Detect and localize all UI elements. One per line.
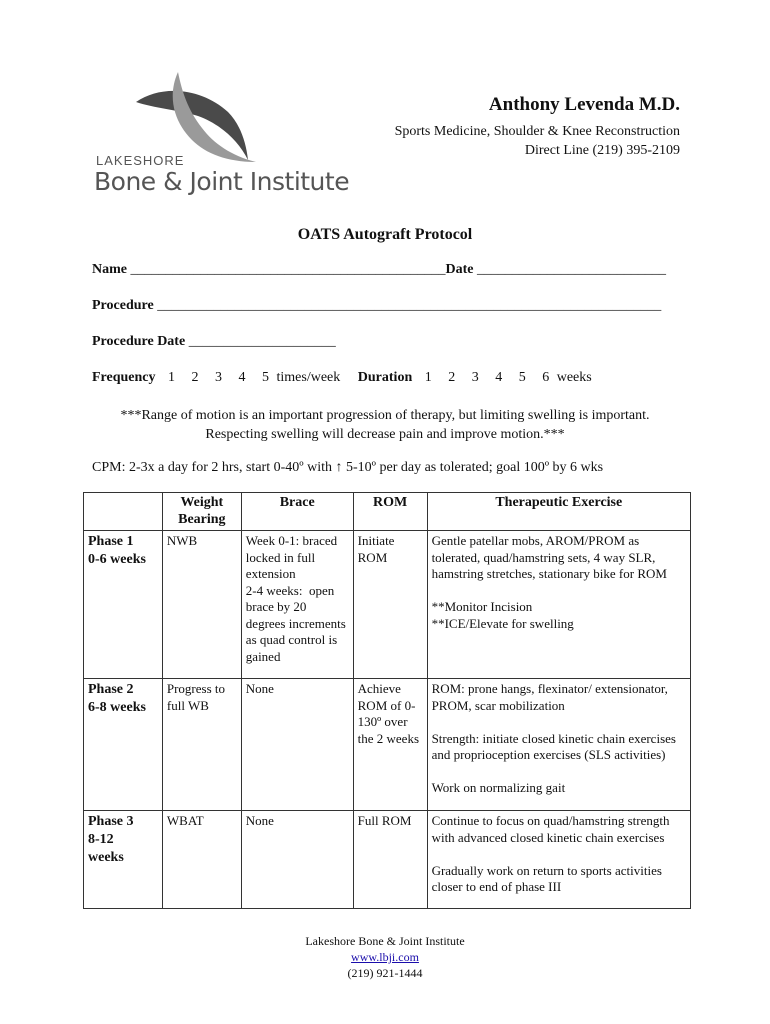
procedure-date-row — [92, 334, 336, 350]
procedure-date-field[interactable]: _____________________ — [188, 334, 336, 349]
procedure-label: Procedure — [92, 298, 154, 313]
footer-phone: (219) 921-1444 — [347, 966, 423, 980]
direct-line: Direct Line (219) 395-2109 — [524, 143, 680, 158]
exercise-cell — [427, 811, 690, 909]
phase-cell — [84, 531, 163, 679]
brace-cell — [241, 531, 353, 679]
exercise-text: Gentle patellar mobs, AROM/PROM as tolerated, quad/hamstring sets, 4 way SLR, hamstring stretches, stationary bike for ROM **Monitor Incision **ICE/Elevate for swelling — [431, 533, 667, 631]
footer-org: Lakeshore Bone & Joint Institute — [305, 934, 465, 948]
swelling-note — [0, 406, 770, 444]
phase-label: Phase 3 8-12 weeks — [88, 814, 134, 865]
rom-cell — [353, 811, 427, 909]
brace-text: Week 0-1: braced locked in full extension 2-4 weeks: open brace by 20 degrees increments as quad control is gained — [245, 533, 346, 664]
doctor-header — [395, 94, 680, 160]
frequency-option[interactable]: 2 — [191, 370, 199, 385]
procedure-field[interactable]: ________________________________________________________________________ — [157, 298, 662, 313]
exercise-cell — [427, 531, 690, 679]
frequency-option[interactable]: 1 — [168, 370, 176, 385]
phase-cell — [84, 811, 163, 909]
table-row — [84, 811, 691, 909]
institute-logo — [92, 70, 372, 200]
rom-text: Achieve ROM of 0-130º over the 2 weeks — [357, 681, 420, 746]
procedure-date-label: Procedure Date — [92, 334, 186, 349]
duration-option[interactable]: 5 — [518, 370, 526, 385]
brace-text: None — [245, 813, 274, 828]
rom-cell — [353, 679, 427, 811]
logo-big-text: Bone & Joint Institute — [94, 167, 350, 196]
date-field[interactable]: ___________________________ — [477, 262, 666, 277]
cpm-instructions: CPM: 2-3x a day for 2 hrs, start 0-40º with ↑ 5-10º per day as tolerated; goal 100º by 6 wks — [92, 460, 604, 475]
column-header-rom: ROM — [353, 493, 427, 531]
phase-label: Phase 2 6-8 weeks — [88, 682, 146, 715]
duration-unit: weeks — [556, 370, 592, 385]
weight-bearing-cell — [162, 531, 241, 679]
date-label: Date — [445, 262, 474, 277]
brace-cell — [241, 679, 353, 811]
footer-website-link[interactable]: www.lbji.com — [351, 950, 419, 964]
weight-bearing-cell — [162, 811, 241, 909]
note-line-1: ***Range of motion is an important progression of therapy, but limiting swelling is important. — [120, 408, 650, 423]
name-date-row — [92, 262, 666, 278]
duration-option[interactable]: 1 — [424, 370, 432, 385]
weight-bearing-text: WBAT — [166, 813, 204, 828]
column-header — [84, 493, 163, 531]
frequency-option[interactable]: 3 — [215, 370, 223, 385]
exercise-cell — [427, 679, 690, 811]
frequency-option[interactable]: 4 — [238, 370, 246, 385]
frequency-row — [92, 370, 592, 386]
page-footer — [0, 933, 770, 981]
phase-label: Phase 1 0-6 weeks — [88, 534, 146, 567]
name-field[interactable]: _____________________________________________ — [130, 262, 446, 277]
table-row — [84, 531, 691, 679]
duration-label: Duration — [357, 370, 413, 385]
frequency-unit: times/week — [276, 370, 341, 385]
duration-option[interactable]: 4 — [495, 370, 503, 385]
note-line-2: Respecting swelling will decrease pain and improve motion.*** — [205, 427, 565, 442]
duration-option[interactable]: 3 — [471, 370, 479, 385]
duration-option[interactable]: 2 — [448, 370, 456, 385]
column-header-brace: Brace — [241, 493, 353, 531]
duration-option[interactable]: 6 — [542, 370, 550, 385]
rom-text: Full ROM — [357, 813, 412, 828]
logo-small-text: LAKESHORE — [96, 153, 185, 168]
doctor-name: Anthony Levenda M.D. — [488, 94, 680, 115]
swoosh-logo-icon — [132, 70, 282, 165]
rom-cell — [353, 531, 427, 679]
exercise-text: Continue to focus on quad/hamstring strength with advanced closed kinetic chain exercises Gradually work on return to sports activities closer to end of phase III — [431, 813, 670, 894]
exercise-text: ROM: prone hangs, flexinator/ extensionator, PROM, scar mobilization Strength: initiate closed kinetic chain exercises and proprioception exercises (SLS activities) Work on normalizing gait — [431, 681, 676, 795]
doctor-specialty: Sports Medicine, Shoulder & Knee Reconstruction — [394, 124, 680, 139]
brace-text: None — [245, 681, 274, 696]
table-row — [84, 679, 691, 811]
name-label: Name — [92, 262, 127, 277]
procedure-row — [92, 298, 661, 314]
brace-cell — [241, 811, 353, 909]
protocol-table — [83, 492, 691, 909]
weight-bearing-text: Progress to full WB — [166, 681, 229, 713]
page-title: OATS Autograft Protocol — [297, 226, 473, 243]
frequency-label: Frequency — [92, 370, 156, 385]
weight-bearing-cell — [162, 679, 241, 811]
phase-cell — [84, 679, 163, 811]
table-header-row — [84, 493, 691, 531]
column-header-therapeutic-exercise: Therapeutic Exercise — [427, 493, 690, 531]
column-header-weight-bearing: Weight Bearing — [162, 493, 241, 531]
rom-text: Initiate ROM — [357, 533, 398, 565]
weight-bearing-text: NWB — [166, 533, 198, 548]
frequency-option[interactable]: 5 — [262, 370, 270, 385]
